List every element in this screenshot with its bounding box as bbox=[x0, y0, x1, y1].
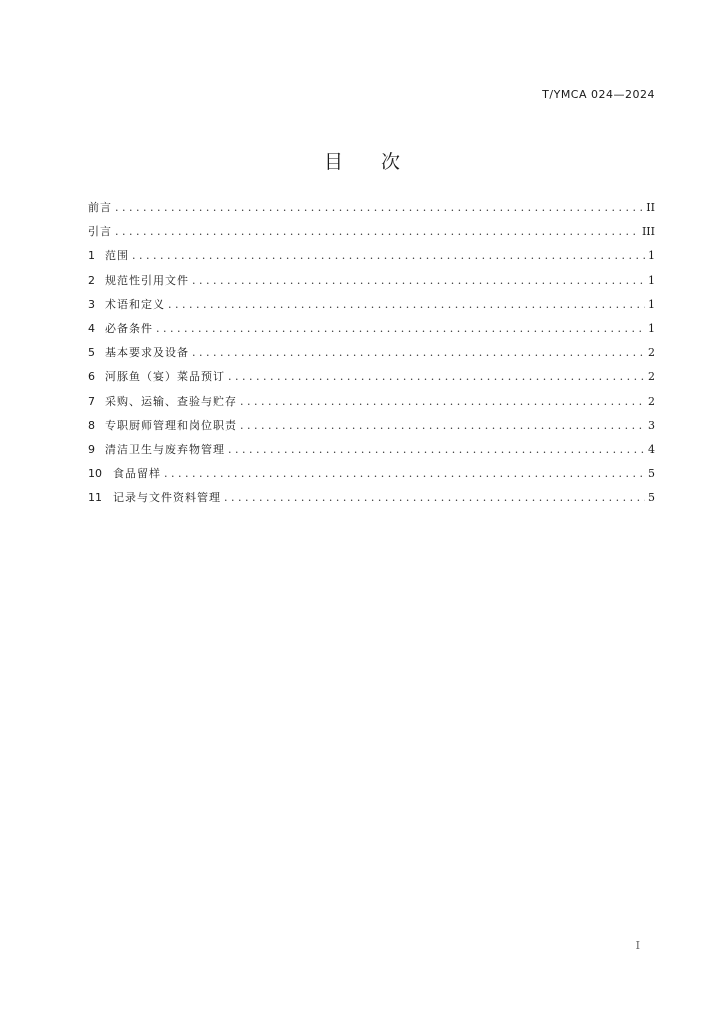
toc-entry-label: 范围 bbox=[105, 249, 129, 263]
toc-entry-10[interactable] bbox=[88, 465, 655, 489]
toc-entry-page: 2 bbox=[648, 346, 655, 360]
toc-entry-label: 专职厨师管理和岗位职责 bbox=[105, 418, 237, 432]
toc-entry-label: 规范性引用文件 bbox=[105, 273, 189, 287]
table-of-contents bbox=[88, 199, 655, 513]
toc-leader-dots bbox=[192, 274, 645, 287]
toc-entry-number: 6 bbox=[88, 370, 95, 384]
toc-entry-page: III bbox=[641, 225, 655, 239]
toc-entry-3[interactable] bbox=[88, 296, 655, 320]
toc-entry-page: 5 bbox=[648, 467, 655, 481]
toc-entry-label: 河豚鱼（宴）菜品预订 bbox=[105, 370, 225, 384]
toc-leader-dots bbox=[115, 225, 639, 238]
toc-leader-dots bbox=[240, 395, 645, 408]
toc-leader-dots bbox=[164, 467, 645, 480]
toc-entry-foreword[interactable] bbox=[88, 199, 655, 223]
toc-leader-dots bbox=[228, 370, 645, 383]
toc-entry-8[interactable] bbox=[88, 417, 655, 441]
toc-entry-label: 记录与文件资料管理 bbox=[113, 491, 221, 505]
toc-leader-dots bbox=[132, 249, 645, 262]
toc-entry-label: 必备条件 bbox=[105, 321, 153, 335]
toc-entry-1[interactable] bbox=[88, 247, 655, 271]
toc-entry-page: 5 bbox=[648, 491, 655, 505]
toc-entry-number: 10 bbox=[88, 467, 102, 481]
toc-entry-label: 基本要求及设备 bbox=[105, 346, 189, 360]
toc-leader-dots bbox=[224, 491, 645, 504]
toc-entry-9[interactable] bbox=[88, 441, 655, 465]
toc-entry-4[interactable] bbox=[88, 320, 655, 344]
toc-entry-number: 5 bbox=[88, 346, 95, 360]
toc-leader-dots bbox=[115, 201, 643, 214]
toc-entry-number: 1 bbox=[88, 249, 95, 263]
toc-entry-page: 1 bbox=[648, 273, 655, 287]
toc-entry-page: II bbox=[646, 201, 655, 214]
toc-leader-dots bbox=[156, 322, 645, 335]
toc-leader-dots bbox=[240, 419, 645, 432]
toc-entry-page: 2 bbox=[648, 370, 655, 384]
toc-entry-number: 3 bbox=[88, 297, 95, 311]
toc-entry-number: 4 bbox=[88, 321, 95, 335]
toc-entry-7[interactable] bbox=[88, 393, 655, 417]
toc-entry-page: 2 bbox=[648, 394, 655, 408]
toc-entry-2[interactable] bbox=[88, 272, 655, 296]
toc-entry-introduction[interactable] bbox=[88, 223, 655, 247]
toc-entry-page: 3 bbox=[648, 418, 655, 432]
toc-leader-dots bbox=[168, 298, 645, 311]
toc-entry-label: 前言 bbox=[88, 201, 112, 214]
toc-entry-label: 清洁卫生与废弃物管理 bbox=[105, 442, 225, 456]
page-number: I bbox=[635, 939, 640, 952]
toc-entry-page: 1 bbox=[648, 321, 655, 335]
toc-entry-label: 食品留样 bbox=[113, 467, 161, 481]
toc-entry-11[interactable] bbox=[88, 489, 655, 513]
toc-entry-number: 11 bbox=[88, 491, 102, 505]
toc-entry-number: 7 bbox=[88, 394, 95, 408]
toc-entry-5[interactable] bbox=[88, 344, 655, 368]
document-code: T/YMCA 024—2024 bbox=[542, 88, 655, 101]
toc-entry-page: 1 bbox=[648, 297, 655, 311]
toc-entry-number: 2 bbox=[88, 273, 95, 287]
toc-entry-page: 4 bbox=[648, 442, 655, 456]
toc-entry-number: 8 bbox=[88, 418, 95, 432]
page-title: 目次 bbox=[323, 151, 438, 173]
toc-entry-page: 1 bbox=[648, 249, 655, 263]
toc-leader-dots bbox=[228, 443, 645, 456]
toc-entry-6[interactable] bbox=[88, 368, 655, 392]
toc-entry-label: 采购、运输、查验与贮存 bbox=[105, 394, 237, 408]
toc-leader-dots bbox=[192, 346, 645, 359]
toc-entry-label: 引言 bbox=[88, 225, 112, 239]
toc-entry-number: 9 bbox=[88, 442, 95, 456]
toc-entry-label: 术语和定义 bbox=[105, 297, 165, 311]
